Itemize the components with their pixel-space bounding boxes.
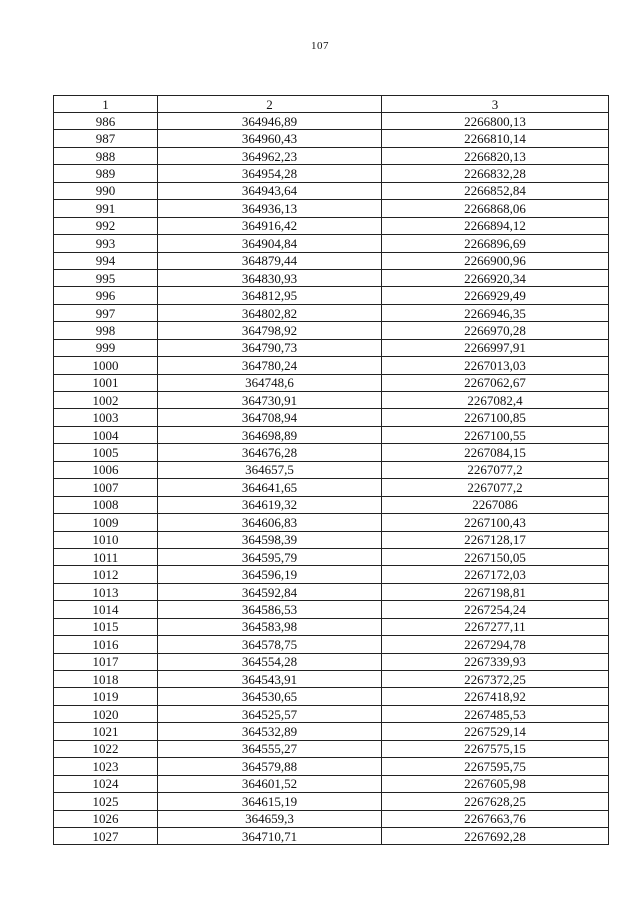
y-coordinate-cell: 2266997,91 (382, 339, 609, 356)
y-coordinate-cell: 2267294,78 (382, 636, 609, 653)
x-coordinate-cell: 364543,91 (158, 671, 382, 688)
point-number-cell: 996 (54, 287, 158, 304)
x-coordinate-cell: 364790,73 (158, 339, 382, 356)
y-coordinate-cell: 2267013,03 (382, 357, 609, 374)
x-coordinate-cell: 364830,93 (158, 269, 382, 286)
x-coordinate-cell: 364708,94 (158, 409, 382, 426)
point-number-cell: 1020 (54, 705, 158, 722)
point-number-cell: 1014 (54, 601, 158, 618)
x-coordinate-cell: 364780,24 (158, 357, 382, 374)
x-coordinate-cell: 364525,57 (158, 705, 382, 722)
y-coordinate-cell: 2266970,28 (382, 322, 609, 339)
y-coordinate-cell: 2267339,93 (382, 653, 609, 670)
table-row (54, 374, 609, 391)
point-number-cell: 1008 (54, 496, 158, 513)
y-coordinate-cell: 2267605,98 (382, 775, 609, 792)
x-coordinate-cell: 364606,83 (158, 514, 382, 531)
x-coordinate-cell: 364657,5 (158, 461, 382, 478)
point-number-cell: 1021 (54, 723, 158, 740)
point-number-cell: 999 (54, 339, 158, 356)
x-coordinate-cell: 364530,65 (158, 688, 382, 705)
y-coordinate-cell: 2266852,84 (382, 182, 609, 199)
table-row (54, 758, 609, 775)
table-row (54, 548, 609, 565)
table-row (54, 357, 609, 374)
point-number-cell: 1004 (54, 426, 158, 443)
y-coordinate-cell: 2266800,13 (382, 113, 609, 130)
point-number-cell: 987 (54, 130, 158, 147)
x-coordinate-cell: 364592,84 (158, 583, 382, 600)
point-number-cell: 1023 (54, 758, 158, 775)
x-coordinate-cell: 364879,44 (158, 252, 382, 269)
x-coordinate-cell: 364943,64 (158, 182, 382, 199)
table-body (54, 113, 609, 845)
y-coordinate-cell: 2267084,15 (382, 444, 609, 461)
y-coordinate-cell: 2267082,4 (382, 392, 609, 409)
table-row (54, 444, 609, 461)
table-row (54, 165, 609, 182)
table-row (54, 496, 609, 513)
point-number-cell: 1025 (54, 793, 158, 810)
y-coordinate-cell: 2266868,06 (382, 200, 609, 217)
point-number-cell: 1002 (54, 392, 158, 409)
point-number-cell: 1003 (54, 409, 158, 426)
y-coordinate-cell: 2267485,53 (382, 705, 609, 722)
table-row (54, 618, 609, 635)
x-coordinate-cell: 364532,89 (158, 723, 382, 740)
x-coordinate-cell: 364812,95 (158, 287, 382, 304)
coordinates-table (53, 95, 609, 845)
table-row (54, 601, 609, 618)
table-row (54, 636, 609, 653)
point-number-cell: 1027 (54, 827, 158, 844)
table-row (54, 775, 609, 792)
table-row (54, 287, 609, 304)
point-number-cell: 995 (54, 269, 158, 286)
y-coordinate-cell: 2267150,05 (382, 548, 609, 565)
point-number-cell: 1018 (54, 671, 158, 688)
table-row (54, 392, 609, 409)
x-coordinate-cell: 364936,13 (158, 200, 382, 217)
table-row (54, 200, 609, 217)
x-coordinate-cell: 364904,84 (158, 235, 382, 252)
y-coordinate-cell: 2267628,25 (382, 793, 609, 810)
point-number-cell: 992 (54, 217, 158, 234)
x-coordinate-cell: 364960,43 (158, 130, 382, 147)
table-row (54, 426, 609, 443)
y-coordinate-cell: 2267198,81 (382, 583, 609, 600)
x-coordinate-cell: 364916,42 (158, 217, 382, 234)
x-coordinate-cell: 364554,28 (158, 653, 382, 670)
point-number-cell: 997 (54, 304, 158, 321)
y-coordinate-cell: 2267595,75 (382, 758, 609, 775)
x-coordinate-cell: 364601,52 (158, 775, 382, 792)
x-coordinate-cell: 364946,89 (158, 113, 382, 130)
y-coordinate-cell: 2267128,17 (382, 531, 609, 548)
y-coordinate-cell: 2266820,13 (382, 147, 609, 164)
table-row (54, 217, 609, 234)
x-coordinate-cell: 364595,79 (158, 548, 382, 565)
x-coordinate-cell: 364555,27 (158, 740, 382, 757)
y-coordinate-cell: 2267663,76 (382, 810, 609, 827)
table-row (54, 531, 609, 548)
point-number-cell: 1011 (54, 548, 158, 565)
table-row (54, 566, 609, 583)
x-coordinate-cell: 364619,32 (158, 496, 382, 513)
column-header-3: 3 (382, 96, 609, 113)
point-number-cell: 1009 (54, 514, 158, 531)
point-number-cell: 1026 (54, 810, 158, 827)
point-number-cell: 1019 (54, 688, 158, 705)
table-row (54, 810, 609, 827)
x-coordinate-cell: 364583,98 (158, 618, 382, 635)
point-number-cell: 993 (54, 235, 158, 252)
table-row (54, 182, 609, 199)
point-number-cell: 1005 (54, 444, 158, 461)
point-number-cell: 988 (54, 147, 158, 164)
table-row (54, 147, 609, 164)
y-coordinate-cell: 2267575,15 (382, 740, 609, 757)
y-coordinate-cell: 2267692,28 (382, 827, 609, 844)
table-row (54, 688, 609, 705)
y-coordinate-cell: 2267100,55 (382, 426, 609, 443)
table-row (54, 583, 609, 600)
table-row (54, 235, 609, 252)
y-coordinate-cell: 2267529,14 (382, 723, 609, 740)
y-coordinate-cell: 2267277,11 (382, 618, 609, 635)
y-coordinate-cell: 2266920,34 (382, 269, 609, 286)
table-row (54, 793, 609, 810)
x-coordinate-cell: 364748,6 (158, 374, 382, 391)
y-coordinate-cell: 2266832,28 (382, 165, 609, 182)
y-coordinate-cell: 2266810,14 (382, 130, 609, 147)
table-header-row (54, 96, 609, 113)
table-row (54, 322, 609, 339)
point-number-cell: 989 (54, 165, 158, 182)
page-number: 107 (311, 40, 329, 52)
table-row (54, 252, 609, 269)
y-coordinate-cell: 2266946,35 (382, 304, 609, 321)
y-coordinate-cell: 2267254,24 (382, 601, 609, 618)
y-coordinate-cell: 2267077,2 (382, 479, 609, 496)
y-coordinate-cell: 2267062,67 (382, 374, 609, 391)
table-row (54, 130, 609, 147)
x-coordinate-cell: 364586,53 (158, 601, 382, 618)
point-number-cell: 986 (54, 113, 158, 130)
x-coordinate-cell: 364615,19 (158, 793, 382, 810)
y-coordinate-cell: 2266894,12 (382, 217, 609, 234)
x-coordinate-cell: 364598,39 (158, 531, 382, 548)
point-number-cell: 1013 (54, 583, 158, 600)
table-row (54, 653, 609, 670)
table-row (54, 339, 609, 356)
x-coordinate-cell: 364802,82 (158, 304, 382, 321)
table-row (54, 409, 609, 426)
table-row (54, 705, 609, 722)
point-number-cell: 1010 (54, 531, 158, 548)
x-coordinate-cell: 364710,71 (158, 827, 382, 844)
table-row (54, 269, 609, 286)
y-coordinate-cell: 2267100,85 (382, 409, 609, 426)
x-coordinate-cell: 364798,92 (158, 322, 382, 339)
y-coordinate-cell: 2267372,25 (382, 671, 609, 688)
x-coordinate-cell: 364578,75 (158, 636, 382, 653)
x-coordinate-cell: 364676,28 (158, 444, 382, 461)
point-number-cell: 1024 (54, 775, 158, 792)
table-row (54, 827, 609, 844)
point-number-cell: 1015 (54, 618, 158, 635)
point-number-cell: 1001 (54, 374, 158, 391)
x-coordinate-cell: 364962,23 (158, 147, 382, 164)
point-number-cell: 1022 (54, 740, 158, 757)
y-coordinate-cell: 2267418,92 (382, 688, 609, 705)
point-number-cell: 1017 (54, 653, 158, 670)
table-row (54, 671, 609, 688)
y-coordinate-cell: 2267172,03 (382, 566, 609, 583)
point-number-cell: 1000 (54, 357, 158, 374)
column-header-2: 2 (158, 96, 382, 113)
x-coordinate-cell: 364596,19 (158, 566, 382, 583)
y-coordinate-cell: 2267100,43 (382, 514, 609, 531)
point-number-cell: 1012 (54, 566, 158, 583)
x-coordinate-cell: 364730,91 (158, 392, 382, 409)
point-number-cell: 991 (54, 200, 158, 217)
column-header-1: 1 (54, 96, 158, 113)
table-row (54, 479, 609, 496)
y-coordinate-cell: 2266929,49 (382, 287, 609, 304)
y-coordinate-cell: 2266896,69 (382, 235, 609, 252)
table-row (54, 514, 609, 531)
x-coordinate-cell: 364659,3 (158, 810, 382, 827)
point-number-cell: 998 (54, 322, 158, 339)
point-number-cell: 1007 (54, 479, 158, 496)
table-row (54, 304, 609, 321)
x-coordinate-cell: 364698,89 (158, 426, 382, 443)
y-coordinate-cell: 2267077,2 (382, 461, 609, 478)
table-row (54, 113, 609, 130)
table-row (54, 740, 609, 757)
point-number-cell: 1006 (54, 461, 158, 478)
table-row (54, 723, 609, 740)
y-coordinate-cell: 2267086 (382, 496, 609, 513)
point-number-cell: 1016 (54, 636, 158, 653)
x-coordinate-cell: 364641,65 (158, 479, 382, 496)
x-coordinate-cell: 364954,28 (158, 165, 382, 182)
x-coordinate-cell: 364579,88 (158, 758, 382, 775)
point-number-cell: 990 (54, 182, 158, 199)
y-coordinate-cell: 2266900,96 (382, 252, 609, 269)
table-row (54, 461, 609, 478)
point-number-cell: 994 (54, 252, 158, 269)
